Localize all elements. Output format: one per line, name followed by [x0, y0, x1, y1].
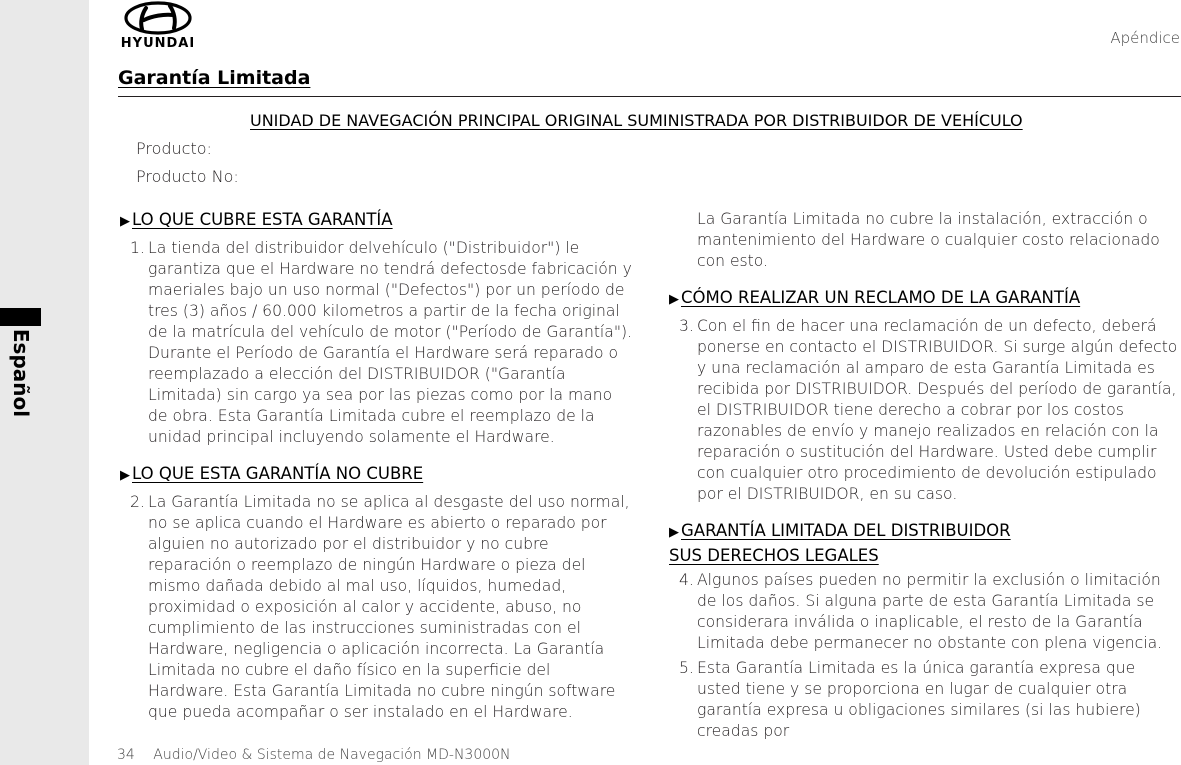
left-column	[120, 209, 635, 723]
language-tab	[6, 328, 36, 418]
language-label: Español	[9, 328, 33, 418]
unit-heading: UNIDAD DE NAVEGACIÓN PRINCIPAL ORIGINAL SUMINISTRADA POR DISTRIBUIDOR DE VEHÍCULO	[250, 111, 1023, 130]
title-divider	[118, 96, 1181, 97]
list-item-1: 1. La tienda del distribuidor delvehículo ("Distribuidor") le garantiza que el Hardware no tendrá defectosde fabricación y maeriales bajo un uso normal ("Defectos") por un período de tres (3) años / 60.000 kilometros a partir de la fecha original de la matrícula del vehículo de motor ("Período de Garantía"). Durante el Período de Garantía el Hardware será reparado o reemplazado a elección del DISTRIBUIDOR ("Garantía Limitada) sin cargo ya sea por las piezas como por la mano de obra. Esta Garantía Limitada cubre el reemplazo de la unidad principal incluyendo solamente el Hardware.	[120, 238, 635, 448]
section-heading-claim: ▶ CÓMO REALIZAR UN RECLAMO DE LA GARANTÍA	[669, 288, 1081, 307]
list-item-text: Esta Garantía Limitada es la única garantía expresa que usted tiene y se proporciona en lugar de cualquier otra garantía expresa u obligaciones similares (si las hubiere) creadas por	[697, 659, 1141, 740]
list-item-text: Con el fin de hacer una reclamación de un defecto, deberá ponerse en contacto el DISTRIBUIDOR. Si surge algún defecto y una reclamación al amparo de esta Garantía Limitada es recibida por DISTRIBUIDOR. Después del período de garantía, el DISTRIBUIDOR tiene derecho a cobrar por los costos razonables de envío y manejo realizados en relación con la reparación o sustitución del Hardware. Usted debe cumplir con cualquier otro procedimiento de devolución estipulado por el DISTRIBUIDOR, en su caso.	[697, 317, 1178, 503]
list-item-3: 3. Con el fin de hacer una reclamación de un defecto, deberá ponerse en contacto el DISTRIBUIDOR. Si surge algún defecto y una reclamación al amparo de esta Garantía Limitada es recibida por DISTRIBUIDOR. Después del período de garantía, el DISTRIBUIDOR tiene derecho a cobrar por los costos razonables de envío y manejo realizados en relación con la reparación o sustitución del Hardware. Usted debe cumplir con cualquier otro procedimiento de devolución estipulado por el DISTRIBUIDOR, en su caso.	[669, 316, 1181, 505]
list-item-text: Algunos países pueden no permitir la exclusión o limitación de los daños. Si alguna parte de esta Garantía Limitada se considerara inválida o inaplicable, el resto de la Garantía Limitada debe permanecer no obstante con plena vigencia.	[697, 571, 1163, 652]
list-item-4: 4. Algunos países pueden no permitir la exclusión o limitación de los daños. Si alguna parte de esta Garantía Limitada se considerara inválida o inaplicable, el resto de la Garantía Limitada debe permanecer no obstante con plena vigencia.	[669, 570, 1181, 654]
page-title: Garantía Limitada	[118, 67, 311, 89]
list-item-text: La Garantía Limitada no se aplica al desgaste del uso normal, no se aplica cuando el Hardware es abierto o reparado por alguien no autorizado por el distribuidor y no cubre reparación o reemplazo de ningún Hardware o pieza del mismo dañada debido al mal uso, líquidos, humedad, proximidad o exposición al calor y accidente, abuso, no cumplimiento de las instrucciones suministradas con el Hardware, negligencia o aplicación incorrecta. La Garantía Limitada no cubre el daño físico en la superficie del Hardware. Esta Garantía Limitada no cubre ningún software que pueda acompañar o ser instalado en el Hardware.	[148, 493, 630, 721]
chapter-label: Apéndice	[1110, 29, 1180, 47]
list-item-2: 2. La Garantía Limitada no se aplica al desgaste del uso normal, no se aplica cuando el Hardware es abierto o reparado por alguien no autorizado por el distribuidor y no cubre reparación o reemplazo de ningún Hardware o pieza del mismo dañada debido al mal uso, líquidos, humedad, proximidad o exposición al calor y accidente, abuso, no cumplimiento de las instrucciones suministradas con el Hardware, negligencia o aplicación incorrecta. La Garantía Limitada no cubre el daño físico en la superficie del Hardware. Esta Garantía Limitada no cubre ningún software que pueda acompañar o ser instalado en el Hardware.	[120, 492, 635, 723]
list-item-text: La tienda del distribuidor delvehículo ("Distribuidor") le garantiza que el Hardware no tendrá defectosde fabricación y maeriales bajo un uso normal ("Defectos") por un período de tres (3) años / 60.000 kilometros a partir de la fecha original de la matrícula del vehículo de motor ("Período de Garantía"). Durante el Período de Garantía el Hardware será reparado o reemplazado a elección del DISTRIBUIDOR ("Garantía Limitada) sin cargo ya sea por las piezas como por la mano de obra. Esta Garantía Limitada cubre el reemplazo de la unidad principal incluyendo solamente el Hardware.	[148, 239, 633, 446]
continuation-text: La Garantía Limitada no cubre la instalación, extracción o mantenimiento del Hardware o cualquier costo relacionado con esto.	[697, 210, 1160, 270]
hyundai-logo	[116, 0, 200, 52]
product-number-field: Producto No:	[136, 167, 239, 186]
manual-title: Audio/Video & Sistema de Navegación MD-N3000N	[153, 747, 511, 763]
right-column	[669, 209, 1181, 742]
list-item-5: 5. Esta Garantía Limitada es la única garantía expresa que usted tiene y se proporciona en lugar de cualquier otra garantía expresa u obligaciones similares (si las hubiere) creadas por	[669, 658, 1181, 742]
page-number: 34	[117, 747, 135, 763]
section-subheading-rights: SUS DERECHOS LEGALES	[669, 546, 879, 565]
page-footer	[117, 747, 511, 763]
hyundai-emblem-icon	[116, 0, 200, 38]
section-heading-not-covered: ▶ LO QUE ESTA GARANTÍA NO CUBRE	[120, 464, 424, 483]
section-heading-coverage: ▶ LO QUE CUBRE ESTA GARANTÍA	[120, 210, 393, 229]
brand-wordmark: HYUNDAI	[120, 36, 196, 51]
product-field: Producto:	[136, 139, 212, 158]
language-tab-marker	[0, 308, 41, 326]
section-heading-rights: ▶ GARANTÍA LIMITADA DEL DISTRIBUIDOR	[669, 521, 1011, 540]
